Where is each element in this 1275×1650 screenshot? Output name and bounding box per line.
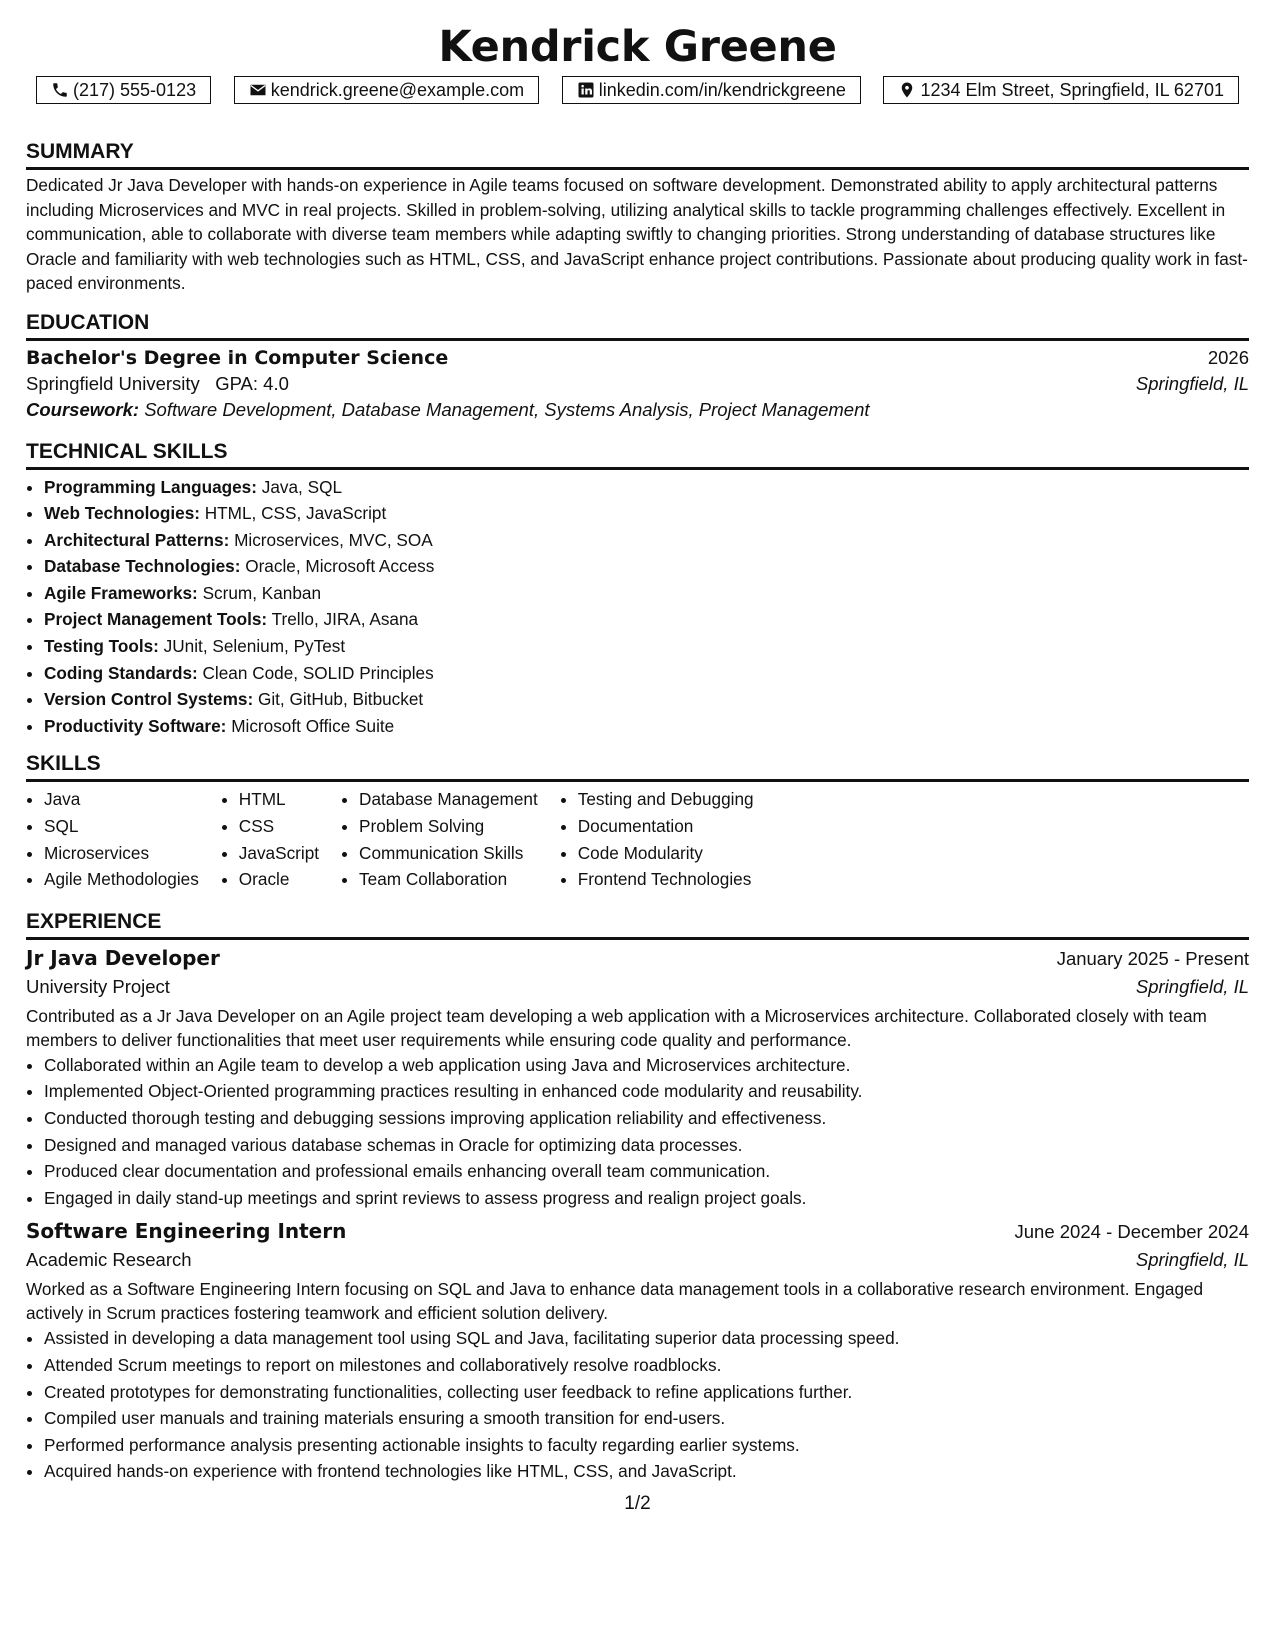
summary-section xyxy=(26,139,1249,296)
school-location: Springfield, IL xyxy=(1135,372,1249,394)
list-item: • Agile Methodologies xyxy=(44,866,199,893)
contact-address xyxy=(883,76,1239,104)
experience-section xyxy=(26,909,1249,1485)
list-item: • CSS xyxy=(239,813,319,840)
job-dates: June 2024 - December 2024 xyxy=(1014,1221,1249,1243)
list-item xyxy=(44,580,1249,607)
skill-value: Git, GitHub, Bitbucket xyxy=(257,689,424,710)
job-title: Software Engineering Intern xyxy=(26,1219,347,1244)
page-number: 1/2 xyxy=(624,1493,651,1514)
skill-label: Web Technologies: xyxy=(44,503,200,524)
skill-value: Clean Code, SOLID Principles xyxy=(202,662,434,683)
list-item: • SQL xyxy=(44,813,199,840)
skill-value: Microservices, MVC, SOA xyxy=(234,529,433,550)
skills-heading: SKILLS xyxy=(26,751,1249,782)
list-item: • Designed and managed various database schemas in Oracle for optimizing data processes. xyxy=(44,1132,1249,1159)
summary-text: Dedicated Jr Java Developer with hands-on experience in Agile teams focused on software development. Demonstrated ability to apply architectural patterns including Microservices and MVC in real projects. Skilled in problem-solving, utilizing analytical skills to tackle programming challenges effectively. Excellent in communication, able to collaborate with diverse team members while adapting swiftly to changing priorities. Strong understanding of database structures like Oracle and familiarity with web technologies such as HTML, CSS, and JavaScript enhance project contributions. Passionate about producing quality work in fast-paced environments. xyxy=(26,175,1248,293)
list-item: • Conducted thorough testing and debugging sessions improving application reliability and effectiveness. xyxy=(44,1105,1249,1132)
list-item: • Produced clear documentation and professional emails enhancing overall team communication. xyxy=(44,1158,1249,1185)
list-item: • Oracle xyxy=(239,866,319,893)
skill-value: Oracle, Microsoft Access xyxy=(245,556,435,577)
list-item: • Compiled user manuals and training materials ensuring a smooth transition for end-users. xyxy=(44,1405,1249,1432)
list-item: • Communication Skills xyxy=(359,840,538,867)
contact-email-text: kendrick.greene@example.com xyxy=(270,79,525,100)
skills-grid xyxy=(26,786,1249,892)
job-description: Worked as a Software Engineering Intern focusing on SQL and Java to enhance data management tools in a collaborative research environment. Engaged actively in Scrum practices fostering teamwork and efficient solution delivery. xyxy=(26,1279,1204,1324)
skill-label: Productivity Software: xyxy=(44,715,227,736)
job-location: Springfield, IL xyxy=(1135,975,1249,997)
technical-skills-list xyxy=(26,474,1249,740)
linkedin-icon xyxy=(577,81,595,99)
skills-section xyxy=(26,751,1249,892)
coursework-label: Coursework: xyxy=(26,398,140,420)
skills-column xyxy=(221,786,319,892)
technical-skills-heading: TECHNICAL SKILLS xyxy=(26,439,1249,470)
skills-column xyxy=(26,786,199,892)
list-item: • Collaborated within an Agile team to develop a web application using Java and Microservices architecture. xyxy=(44,1052,1249,1079)
job-organization: Academic Research xyxy=(26,1249,192,1271)
list-item xyxy=(44,553,1249,580)
list-item: • Team Collaboration xyxy=(359,866,538,893)
list-item: • Problem Solving xyxy=(359,813,538,840)
gpa: GPA: 4.0 xyxy=(215,372,289,394)
coursework-line xyxy=(26,399,1249,421)
candidate-name: Kendrick Greene xyxy=(438,22,837,72)
skill-label: Version Control Systems: xyxy=(44,689,254,710)
education-section xyxy=(26,310,1249,421)
skill-value: HTML, CSS, JavaScript xyxy=(204,503,387,524)
list-item: • Code Modularity xyxy=(578,840,754,867)
skill-label: Coding Standards: xyxy=(44,662,198,683)
skill-value: Scrum, Kanban xyxy=(202,582,322,603)
list-item: • Implemented Object-Oriented programming practices resulting in enhanced code modularity and reusability. xyxy=(44,1078,1249,1105)
skill-value: Microsoft Office Suite xyxy=(231,715,395,736)
skills-column xyxy=(560,786,754,892)
list-item xyxy=(44,474,1249,501)
skill-label: Programming Languages: xyxy=(44,476,257,497)
contact-linkedin[interactable] xyxy=(562,76,861,104)
list-item: • Frontend Technologies xyxy=(578,866,754,893)
job-dates: January 2025 - Present xyxy=(1056,947,1249,969)
list-item xyxy=(44,606,1249,633)
job-bullets xyxy=(26,1052,1249,1212)
skill-value: JUnit, Selenium, PyTest xyxy=(163,636,346,657)
contact-phone-text: (217) 555-0123 xyxy=(73,79,197,100)
list-item: • Testing and Debugging xyxy=(578,786,754,813)
technical-skills-section xyxy=(26,439,1249,740)
skill-label: Architectural Patterns: xyxy=(44,529,230,550)
education-heading: EDUCATION xyxy=(26,310,1249,341)
skill-label: Project Management Tools: xyxy=(44,609,268,630)
list-item: • Performed performance analysis presenting actionable insights to faculty regarding earlier systems. xyxy=(44,1432,1249,1459)
envelope-icon xyxy=(249,81,267,99)
skill-label: Agile Frameworks: xyxy=(44,582,198,603)
list-item xyxy=(44,686,1249,713)
contact-bar xyxy=(36,76,1239,104)
list-item: • Assisted in developing a data management tool using SQL and Java, facilitating superior data processing speed. xyxy=(44,1325,1249,1352)
list-item: • Created prototypes for demonstrating functionalities, collecting user feedback to refine applications further. xyxy=(44,1379,1249,1406)
job-location: Springfield, IL xyxy=(1135,1249,1249,1271)
job-bullets xyxy=(26,1325,1249,1485)
list-item: • Microservices xyxy=(44,840,199,867)
graduation-year: 2026 xyxy=(1207,346,1249,368)
skill-label: Testing Tools: xyxy=(44,636,159,657)
coursework-list: Software Development, Database Management, Systems Analysis, Project Management xyxy=(144,398,870,420)
job-organization: University Project xyxy=(26,975,170,997)
list-item xyxy=(44,633,1249,660)
contact-email[interactable] xyxy=(234,76,539,104)
degree-title: Bachelor's Degree in Computer Science xyxy=(26,346,449,369)
phone-icon xyxy=(51,81,69,99)
skill-value: Trello, JIRA, Asana xyxy=(271,609,419,630)
experience-heading: EXPERIENCE xyxy=(26,909,1249,940)
skill-label: Database Technologies: xyxy=(44,556,241,577)
list-item: • Acquired hands-on experience with frontend technologies like HTML, CSS, and JavaScript. xyxy=(44,1458,1249,1485)
list-item: • Java xyxy=(44,786,199,813)
list-item: • JavaScript xyxy=(239,840,319,867)
list-item: • Engaged in daily stand-up meetings and sprint reviews to assess progress and realign project goals. xyxy=(44,1185,1249,1212)
list-item xyxy=(44,500,1249,527)
list-item: • Database Management xyxy=(359,786,538,813)
list-item: • HTML xyxy=(239,786,319,813)
map-marker-icon xyxy=(898,81,916,99)
job-entry xyxy=(26,1219,1249,1485)
job-title: Jr Java Developer xyxy=(26,945,220,970)
contact-address-text: 1234 Elm Street, Springfield, IL 62701 xyxy=(920,79,1224,100)
list-item xyxy=(44,527,1249,554)
skill-value: Java, SQL xyxy=(261,476,342,497)
contact-phone xyxy=(36,76,211,104)
skills-column xyxy=(341,786,538,892)
list-item xyxy=(44,713,1249,740)
list-item: • Attended Scrum meetings to report on milestones and collaboratively resolve roadblocks. xyxy=(44,1352,1249,1379)
contact-linkedin-text: linkedin.com/in/kendrickgreene xyxy=(598,79,846,100)
job-description: Contributed as a Jr Java Developer on an Agile project team developing a web application with a Microservices architecture. Collaborated closely with team members to deliver functionalities that meet user requirements while ensuring code quality and performance. xyxy=(26,1005,1207,1050)
school-name: Springfield University xyxy=(26,372,200,394)
summary-heading: SUMMARY xyxy=(26,139,1249,170)
list-item xyxy=(44,660,1249,687)
list-item: • Documentation xyxy=(578,813,754,840)
job-entry xyxy=(26,946,1249,1212)
